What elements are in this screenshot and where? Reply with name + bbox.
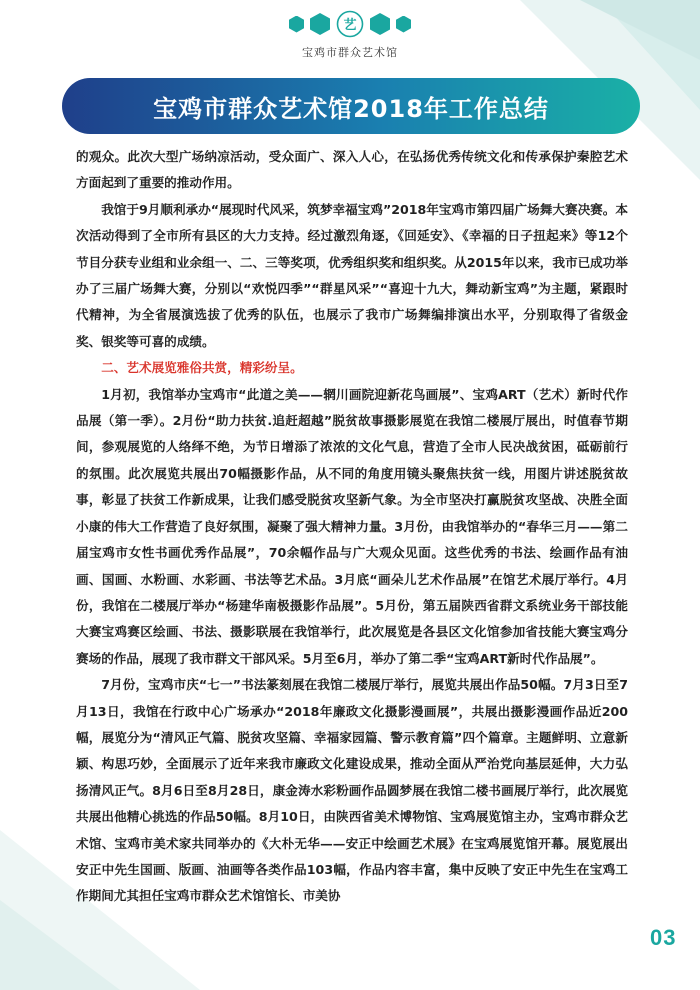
page-header [0, 0, 700, 75]
paragraph: 7月份，宝鸡市庆“七一”书法篆刻展在我馆二楼展厅举行，展览共展出作品50幅。7月3日至7月13日，我馆在行政中心广场承办“2018年廉政文化摄影漫画展”，共展出摄影漫画作品近200幅，展览分为“清风正气篇、脱贫攻坚篇、幸福家园篇、警示教育篇”四个篇章。主题鲜明、立意新颖、构思巧妙，全面展示了近年来我市廉政文化建设成果，推动全面从严治党向基层延伸，大力弘扬清风正气。8月6日至8月28日，康金涛水彩粉画作品圆梦展在我馆二楼书画展厅举行，此次展览共展出他精心挑选的作品50幅。8月10日，由陕西省美术博物馆、宝鸡展览馆主办，宝鸡市群众艺术馆、宝鸡市美术家共同举办的《大朴无华——安正中绘画艺术展》在宝鸡展览馆开幕。展览展出安正中先生国画、版画、油画等各类作品103幅，作品内容丰富，集中反映了安正中先生在宝鸡工作期间尤其担任宝鸡市群众艺术馆馆长、市美协 [76, 677, 628, 904]
org-name: 宝鸡市群众艺术馆 [302, 46, 398, 59]
article-body [76, 144, 628, 910]
paragraph: 1月初，我馆举办宝鸡市“此道之美——辋川画院迎新花鸟画展”、宝鸡ART（艺术）新时代作品展（第一季）。2月份“助力扶贫.追赶超越”脱贫故事摄影展览在我馆二楼展厅展出，时值春节期间，参观展览的人络绎不绝，为节日增添了浓浓的文化气息，营造了全市人民决战贫困，砥砺前行的氛围。此次展览共展出70幅摄影作品，从不同的角度用镜头聚焦扶贫一线，用图片讲述脱贫故事，彰显了扶贫工作新成果，让我们感受脱贫攻坚新气象。为全市坚决打赢脱贫攻坚战、决胜全面小康的伟大工作营造了良好氛围，凝聚了强大精神力量。3月份，由我馆举办的“春华三月——第二届宝鸡市女性书画优秀作品展”，70余幅作品与广大观众见面。这些优秀的书法、绘画作品有油画、国画、水粉画、水彩画、书法等艺术品。3月底“画朵儿艺术作品展”在馆艺术展厅举行。4月份，我馆在二楼展厅举办“杨建华南极摄影作品展”。5月份，第五届陕西省群文系统业务干部技能大赛宝鸡赛区绘画、书法、摄影联展在我馆举行，此次展览是各县区文化馆参加省技能大赛宝鸡分赛场的作品，展现了我市群文干部风采。5月至6月，举办了第二季“宝鸡ART新时代作品展”。 [76, 386, 628, 666]
paragraph: 我馆于9月顺利承办“展现时代风采，筑梦幸福宝鸡”2018年宝鸡市第四届广场舞大赛决赛。本次活动得到了全市所有县区的大力支持。经过激烈角逐，《回延安》、《幸福的日子扭起来》等12个节目分获专业组和业余组一、二、三等奖项，优秀组织奖和组织奖。从2015年以来，我市已成功举办了三届广场舞大赛，分别以“欢悦四季”“群星风采”“喜迎十九大，舞动新宝鸡”为主题，紧跟时代精神，为全省展演选拔了优秀的队伍，也展示了我市广场舞编排演出水平，分别取得了省级金奖、银奖等可喜的成绩。 [76, 201, 628, 349]
logo-glyph: 艺 [343, 18, 357, 33]
hexagon-decoration-icon [370, 13, 390, 35]
header-emblem-row [0, 10, 700, 38]
hexagon-decoration-icon [396, 16, 411, 33]
org-logo-icon [336, 10, 364, 38]
page-title: 宝鸡市群众艺术馆2018年工作总结 [153, 94, 549, 123]
hexagon-decoration-icon [289, 16, 304, 33]
title-banner [62, 78, 640, 134]
hexagon-decoration-icon [310, 13, 330, 35]
section-heading: 二、艺术展览雅俗共赏，精彩纷呈。 [101, 360, 303, 376]
paragraph: 的观众。此次大型广场纳凉活动，受众面广、深入人心，在弘扬优秀传统文化和传承保护秦腔艺术方面起到了重要的推动作用。 [76, 149, 628, 191]
page-number: 03 [650, 925, 677, 950]
